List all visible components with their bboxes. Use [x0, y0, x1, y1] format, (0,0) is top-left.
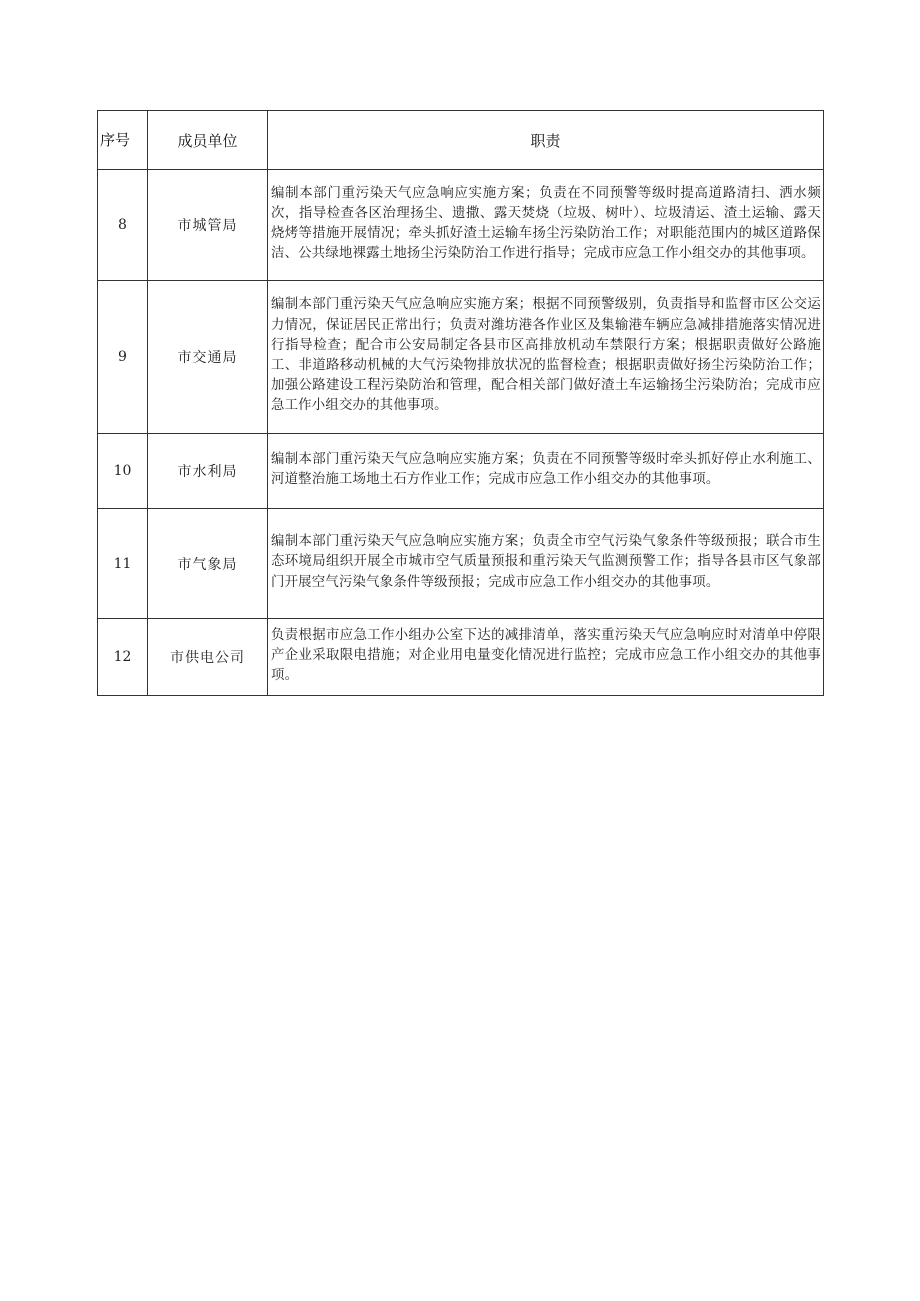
row-duty: 负责根据市应急工作小组办公室下达的减排清单，落实重污染天气应急响应时对清单中停限产企业采取限电措施；对企业用电量变化情况进行监控；完成市应急工作小组交办的其他事项。 — [268, 619, 824, 696]
header-duty: 职责 — [268, 111, 824, 170]
row-unit: 市城管局 — [148, 170, 268, 281]
row-seq: 9 — [98, 281, 148, 434]
row-duty: 编制本部门重污染天气应急响应实施方案；负责在不同预警等级时牵头抓好停止水利施工、河道整治施工场地土石方作业工作；完成市应急工作小组交办的其他事项。 — [268, 434, 824, 509]
table-row — [98, 509, 824, 619]
row-unit: 市供电公司 — [148, 619, 268, 696]
header-unit: 成员单位 — [148, 111, 268, 170]
table-row — [98, 170, 824, 281]
table-row — [98, 281, 824, 434]
responsibility-table — [97, 110, 824, 696]
table-header-row — [98, 111, 824, 170]
row-seq: 10 — [98, 434, 148, 509]
header-seq: 序号 — [98, 111, 148, 170]
row-unit: 市水利局 — [148, 434, 268, 509]
responsibility-table-container — [97, 110, 823, 696]
row-unit: 市交通局 — [148, 281, 268, 434]
table-row — [98, 434, 824, 509]
row-duty: 编制本部门重污染天气应急响应实施方案；根据不同预警级别，负责指导和监督市区公交运力情况，保证居民正常出行；负责对潍坊港各作业区及集输港车辆应急减排措施落实情况进行指导检查；配合市公安局制定各县市区高排放机动车禁限行方案；根据职责做好公路施工、非道路移动机械的大气污染物排放状况的监督检查；根据职责做好扬尘污染防治工作；加强公路建设工程污染防治和管理，配合相关部门做好渣土车运输扬尘污染防治；完成市应急工作小组交办的其他事项。 — [268, 281, 824, 434]
row-seq: 11 — [98, 509, 148, 619]
row-seq: 12 — [98, 619, 148, 696]
row-duty: 编制本部门重污染天气应急响应实施方案；负责全市空气污染气象条件等级预报；联合市生态环境局组织开展全市城市空气质量预报和重污染天气监测预警工作；指导各县市区气象部门开展空气污染气象条件等级预报；完成市应急工作小组交办的其他事项。 — [268, 509, 824, 619]
row-seq: 8 — [98, 170, 148, 281]
row-unit: 市气象局 — [148, 509, 268, 619]
row-duty: 编制本部门重污染天气应急响应实施方案；负责在不同预警等级时提高道路清扫、洒水频次，指导检查各区治理扬尘、遗撒、露天焚烧（垃圾、树叶）、垃圾清运、渣土运输、露天烧烤等措施开展情况；牵头抓好渣土运输车扬尘污染防治工作；对职能范围内的城区道路保洁、公共绿地裸露土地扬尘污染防治工作进行指导；完成市应急工作小组交办的其他事项。 — [268, 170, 824, 281]
table-row — [98, 619, 824, 696]
